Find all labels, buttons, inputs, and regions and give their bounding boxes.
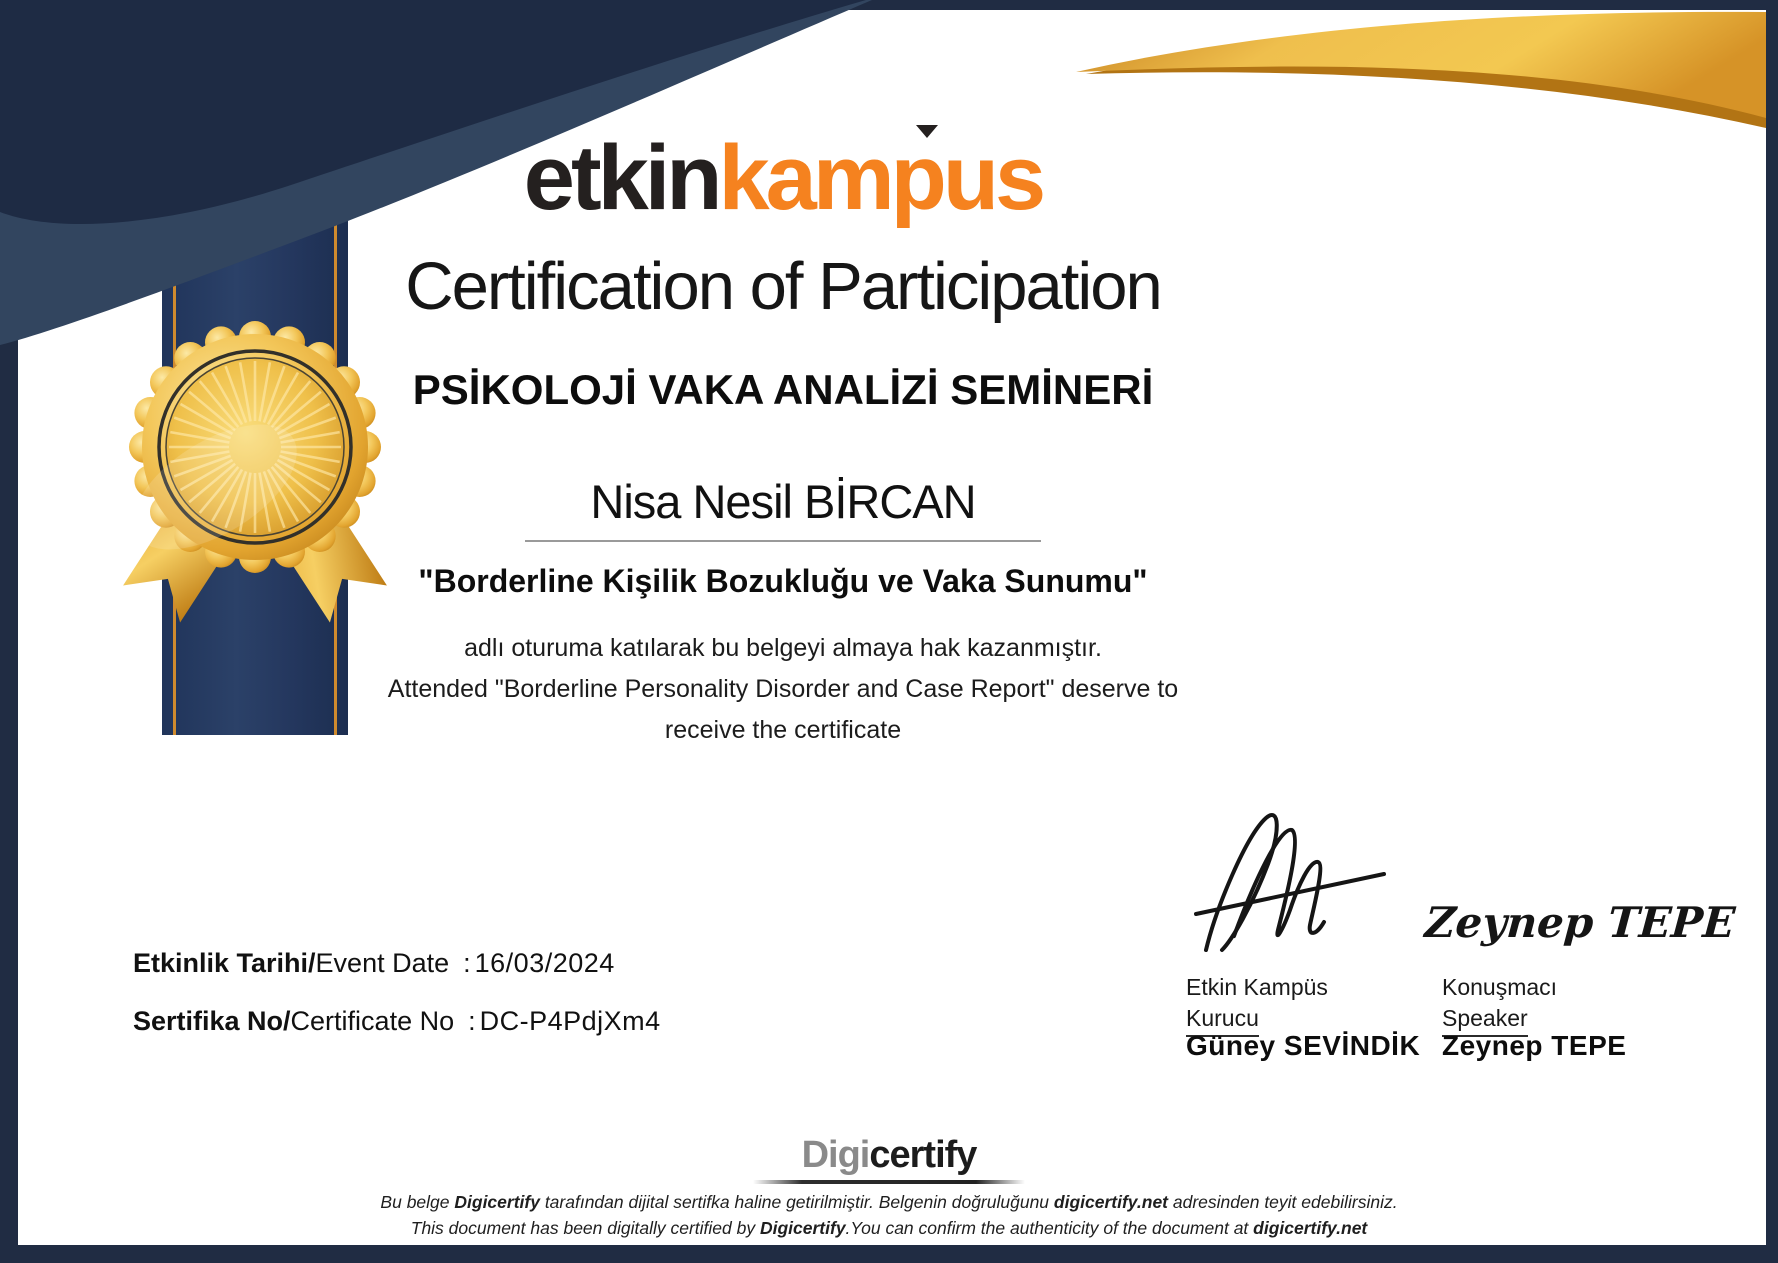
seminar-title: PSİKOLOJİ VAKA ANALİZİ SEMİNERİ [412,366,1154,413]
event-date-value: 16/03/2024 [474,948,615,978]
digicertify-logo-certify: certify [869,1134,977,1176]
event-date-separator: : [463,948,471,978]
event-date-label-tr: Etkinlik Tarihi/ [133,948,316,978]
participant-name: Nisa Nesil BİRCAN [590,475,976,528]
meta-certificate-no [133,1006,661,1037]
founder-block [1186,972,1328,1037]
body-line-en2: receive the certificate [664,716,902,744]
speaker-signature-script: Zeynep TEPE [1423,898,1737,947]
gold-swoosh [1076,10,1766,142]
founder-name: Güney SEVİNDİK [1186,1030,1421,1061]
founder-role: Kurucu [1186,1003,1259,1037]
speaker-role-tr: Konuşmacı [1442,974,1558,1000]
certificate-no-label-en: Certificate No [290,1006,455,1036]
certificate-no-value: DC-P4PdjXm4 [479,1006,661,1036]
certificate-no-separator: : [468,1006,476,1036]
body-line-en: Attended "Borderline Personality Disorder and Case Report" deserve to [387,675,1179,703]
logo-etkin: etkin [523,127,719,229]
event-date-label-en: Event Date [315,948,450,978]
body-text [0,628,1566,751]
digicertify-logo-digi: Digi [801,1134,870,1176]
speaker-block [1442,972,1557,1037]
digicertify-logo [0,1134,1778,1177]
footer-line-tr: Bu belge Digicertify tarafından dijital sertifka haline getirilmiştir. Belgenin doğruluğunu digicertify.net adresinden teyit edebilirsiniz. [380,1192,1398,1212]
name-underline [525,540,1041,542]
body-line-tr: adlı oturuma katılarak bu belgeyi almaya hak kazanmıştır. [464,634,1102,662]
speaker-role-en: Speaker [1442,1003,1528,1037]
founder-organization: Etkin Kampüs [1186,974,1328,1000]
speaker-name: Zeynep TEPE [1442,1030,1627,1061]
brand-logo [0,127,1566,229]
signature-scribble [1188,798,1388,958]
footer-divider [753,1180,1025,1184]
certificate-title: Certification of Participation [405,249,1161,324]
footer-line-en: This document has been digitally certified by Digicertify.You can confirm the authenticity of the document at digicertify.net [410,1218,1368,1238]
meta-event-date [133,948,615,979]
logo-kampus: kampus [718,127,1043,229]
session-title: "Borderline Kişilik Bozukluğu ve Vaka Sunumu" [418,563,1148,599]
certificate-no-label-tr: Sertifika No/ [133,1006,291,1036]
